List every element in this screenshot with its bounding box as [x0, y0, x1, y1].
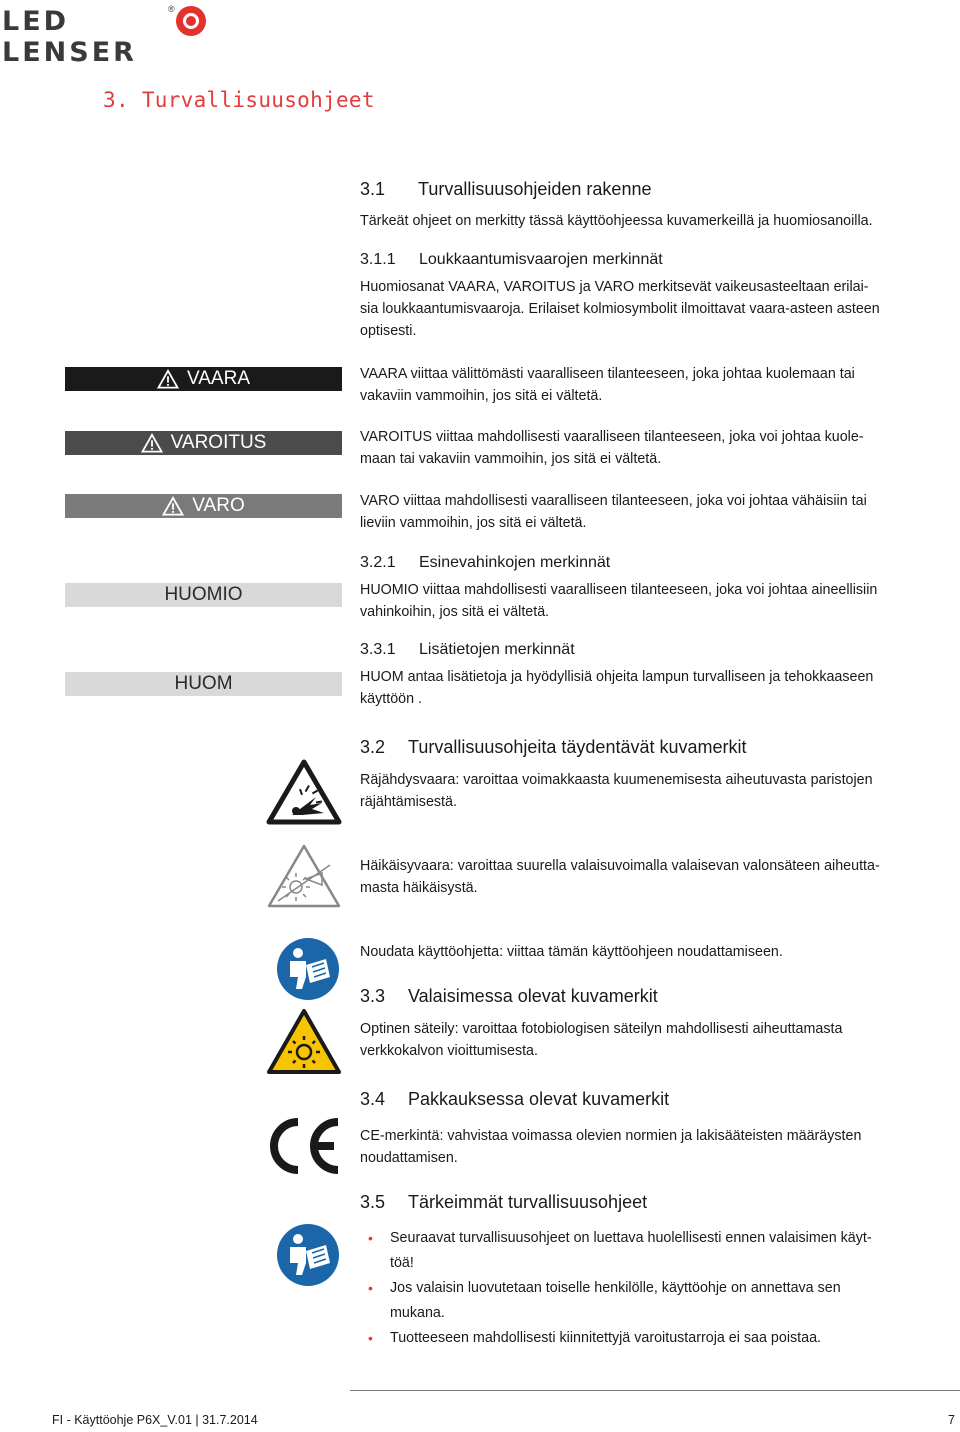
explosion-hazard-icon: [266, 759, 342, 825]
warning-triangle-icon: [157, 369, 179, 389]
section-title: Turvallisuusohjeita täydentävät kuvamerkit: [408, 737, 747, 757]
section-heading-3-3-1: [360, 641, 575, 659]
section-number: 3.2.1: [360, 554, 396, 571]
section-text-3-1: Tärkeät ohjeet on merkitty tässä käyttöohjeessa kuvamerkeillä ja huomiosanoilla.: [360, 213, 873, 229]
bullet-icon: •: [368, 1280, 373, 1296]
signal-bar-vaara: [65, 367, 342, 391]
symbol-description-optical: [360, 1018, 945, 1062]
signal-bar-huom: [65, 672, 342, 696]
text-line: verkkokalvon vioittumisesta.: [360, 1043, 538, 1059]
section-heading-3-3: [360, 986, 658, 1007]
symbol-description-ce: [360, 1125, 945, 1169]
section-heading-3-4: [360, 1089, 669, 1110]
text-line: käyttöön .: [360, 691, 422, 707]
section-title: Pakkauksessa olevat kuvamerkit: [408, 1089, 670, 1109]
text-line: VAARA viittaa välittömästi vaaralliseen tilanteeseen, joka johtaa kuolemaan tai: [360, 366, 855, 382]
section-number: 3.1: [360, 179, 386, 199]
text-line: Jos valaisin luovutetaan toiselle henkilölle, käyttöohje on annettava sen: [390, 1280, 841, 1296]
read-manual-icon: [276, 937, 340, 1001]
section-title: Lisätietojen merkinnät: [419, 641, 575, 658]
logo-registered-mark: ®: [168, 4, 175, 14]
text-line: mukana.: [390, 1305, 445, 1321]
text-line: vahinkoihin, jos sitä ei vältetä.: [360, 604, 550, 620]
text-line: CE-merkintä: vahvistaa voimassa olevien normien ja lakisääteisten määräysten: [360, 1128, 862, 1144]
text-line: töä!: [390, 1255, 414, 1271]
read-manual-icon: [276, 1223, 340, 1287]
section-title: Valaisimessa olevat kuvamerkit: [408, 986, 658, 1006]
text-line: optisesti.: [360, 323, 417, 339]
ce-mark-icon: [264, 1116, 342, 1176]
signal-description-huom: [360, 666, 945, 710]
brand-logo: [2, 4, 212, 68]
signal-description-varoitus: [360, 426, 945, 470]
symbol-description-manual: [360, 941, 945, 963]
signal-bar-varo: [65, 494, 342, 518]
safety-bullet-list: [370, 1226, 940, 1351]
list-item: [370, 1326, 940, 1351]
signal-bar-varoitus: [65, 431, 342, 455]
signal-label: HUOM: [174, 673, 233, 694]
optical-radiation-warning-icon: [266, 1008, 342, 1076]
section-number: 3.1.1: [360, 251, 396, 268]
section-heading-3-1: [360, 179, 651, 200]
signal-label: VAARA: [186, 368, 250, 389]
text-line: Huomiosanat VAARA, VAROITUS ja VARO merkitsevät vaikeusasteeltaan erilai-: [360, 279, 869, 295]
section-number: 3.4: [360, 1089, 386, 1109]
section-heading-3-2: [360, 737, 747, 758]
signal-label: VARO: [192, 495, 245, 516]
section-number: 3.3.1: [360, 641, 396, 658]
list-item: [370, 1276, 940, 1326]
text-line: Optinen säteily: varoittaa fotobiologisen säteilyn mahdollisesti aiheuttamasta: [360, 1021, 843, 1037]
page-number: 7: [948, 1413, 955, 1427]
section-number: 3.5: [360, 1192, 386, 1212]
text-line: masta häikäisystä.: [360, 880, 478, 896]
chapter-title: 3. Turvallisuusohjeet: [103, 88, 375, 112]
text-line: lieviin vammoihin, jos sitä ei vältetä.: [360, 515, 587, 531]
signal-label: VAROITUS: [170, 432, 267, 453]
signal-label: HUOMIO: [164, 584, 243, 605]
list-item: [370, 1226, 940, 1276]
warning-triangle-icon: [162, 496, 184, 516]
text-line: maan tai vakaviin vammoihin, jos sitä ei vältetä.: [360, 451, 662, 467]
section-number: 3.2: [360, 737, 386, 757]
logo-ring-icon: [176, 6, 206, 36]
logo-text: LED LENSER: [2, 6, 137, 68]
text-line: vakaviin vammoihin, jos sitä ei vältetä.: [360, 388, 603, 404]
signal-description-vaara: [360, 363, 945, 407]
section-title: Tärkeimmät turvallisuusohjeet: [408, 1192, 648, 1212]
warning-triangle-icon: [141, 433, 163, 453]
section-title: Esinevahinkojen merkinnät: [419, 554, 611, 571]
footer-divider: [350, 1390, 960, 1391]
section-text-3-1-1: [360, 276, 945, 342]
text-line: Tuotteeseen mahdollisesti kiinnitettyjä varoitustarroja ei saa poistaa.: [390, 1330, 821, 1346]
symbol-description-glare: [360, 855, 945, 899]
text-line: Noudata käyttöohjetta: viittaa tämän käyttöohjeen noudattamiseen.: [360, 944, 783, 960]
text-line: sia loukkaantumisvaaroja. Erilaiset kolmiosymbolit ilmoittavat vaara-asteen asteen: [360, 301, 880, 317]
section-heading-3-1-1: [360, 251, 663, 269]
section-heading-3-2-1: [360, 554, 610, 572]
symbol-description-explosion: [360, 769, 945, 813]
bullet-icon: •: [368, 1330, 373, 1346]
text-line: räjähtämisestä.: [360, 794, 457, 810]
signal-description-varo: [360, 490, 945, 534]
text-line: noudattamisen.: [360, 1150, 458, 1166]
text-line: VAROITUS viittaa mahdollisesti vaaralliseen tilanteeseen, joka voi johtaa kuole-: [360, 429, 864, 445]
text-line: Häikäisyvaara: varoittaa suurella valaisuvoimalla valaisevan valonsäteen aiheutta-: [360, 858, 880, 874]
signal-bar-huomio: [65, 583, 342, 607]
text-line: Räjähdysvaara: varoittaa voimakkaasta kuumenemisesta aiheutuvasta paristojen: [360, 772, 873, 788]
footer-doc-info: FI - Käyttöohje P6X_V.01 | 31.7.2014: [52, 1413, 258, 1427]
section-title: Loukkaantumisvaarojen merkinnät: [419, 251, 663, 268]
signal-description-huomio: [360, 579, 945, 623]
bullet-icon: •: [368, 1230, 373, 1246]
section-number: 3.3: [360, 986, 386, 1006]
section-heading-3-5: [360, 1192, 647, 1213]
text-line: HUOM antaa lisätietoja ja hyödyllisiä ohjeita lampun turvalliseen ja tehokkaaseen: [360, 669, 874, 685]
section-title: Turvallisuusohjeiden rakenne: [418, 179, 652, 199]
text-line: HUOMIO viittaa mahdollisesti vaaralliseen tilanteeseen, joka voi johtaa aineellisiin: [360, 582, 878, 598]
text-line: VARO viittaa mahdollisesti vaaralliseen tilanteeseen, joka voi johtaa vähäisiin tai: [360, 493, 867, 509]
glare-hazard-icon: [266, 843, 342, 909]
text-line: Seuraavat turvallisuusohjeet on luettava huolellisesti ennen valaisimen käyt-: [390, 1230, 872, 1246]
